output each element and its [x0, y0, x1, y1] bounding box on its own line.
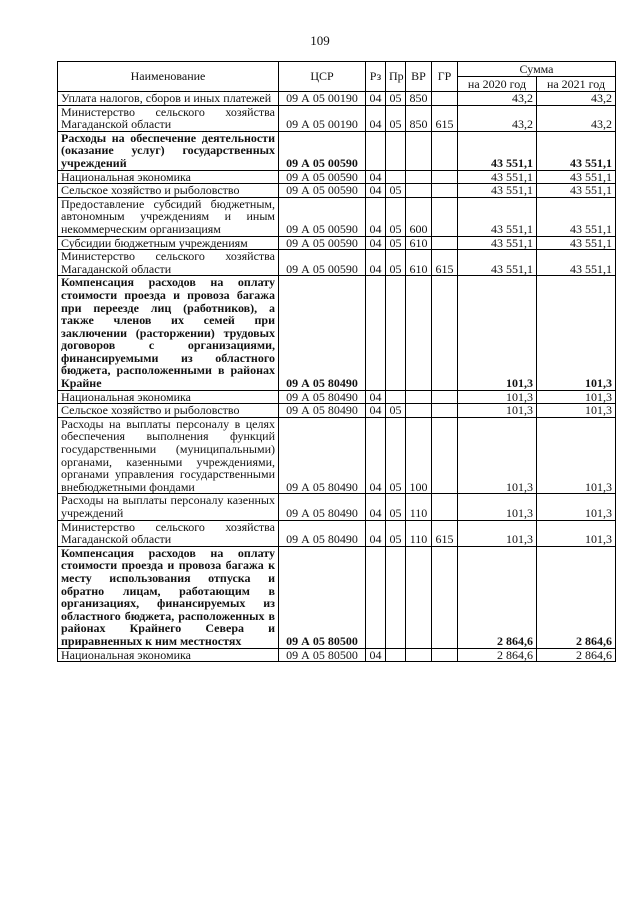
- row-rz: [366, 276, 386, 390]
- row-rz: [366, 546, 386, 648]
- row-rz: [366, 131, 386, 170]
- row-rz: 04: [366, 390, 386, 404]
- row-vr: 100: [406, 417, 432, 494]
- row-name: Расходы на обеспечение деятельности (оказание услуг) государственных учреждений: [58, 131, 279, 170]
- row-vr: [406, 170, 432, 184]
- budget-table: [57, 61, 616, 662]
- row-csr: 09 А 05 80490: [279, 417, 366, 494]
- table-row: [58, 184, 616, 198]
- row-pr: 05: [386, 236, 406, 250]
- table-row: [58, 197, 616, 236]
- row-sum-2021: 101,3: [537, 520, 616, 546]
- row-name: Уплата налогов, сборов и иных платежей: [58, 92, 279, 106]
- table-row: [58, 250, 616, 276]
- row-vr: 110: [406, 520, 432, 546]
- row-pr: [386, 546, 406, 648]
- row-name: Министерство сельского хозяйства Магаданской области: [58, 520, 279, 546]
- row-pr: 05: [386, 520, 406, 546]
- row-csr: 09 А 05 80490: [279, 494, 366, 520]
- row-name: Субсидии бюджетным учреждениям: [58, 236, 279, 250]
- row-gr: [432, 276, 458, 390]
- row-gr: [432, 417, 458, 494]
- row-sum-2020: 101,3: [458, 404, 537, 418]
- row-sum-2020: 43 551,1: [458, 131, 537, 170]
- row-vr: [406, 390, 432, 404]
- row-name: Компенсация расходов на оплату стоимости проезда и провоза багажа к месту использования отпуска и обратно лицам, работающим в организациях, финансируемых из областного бюджета, расположенных в районах Крайнего Севера и приравненных к ним местностях: [58, 546, 279, 648]
- row-sum-2021: 2 864,6: [537, 648, 616, 662]
- table-row: [58, 170, 616, 184]
- row-vr: 600: [406, 197, 432, 236]
- row-sum-2021: 43 551,1: [537, 170, 616, 184]
- row-sum-2020: 101,3: [458, 390, 537, 404]
- row-csr: 09 А 05 00590: [279, 250, 366, 276]
- row-sum-2020: 101,3: [458, 494, 537, 520]
- row-gr: [432, 494, 458, 520]
- row-csr: 09 А 05 80490: [279, 404, 366, 418]
- row-pr: [386, 390, 406, 404]
- row-name: Предоставление субсидий бюджетным, автономным учреждениям и иным некоммерческим организациям: [58, 197, 279, 236]
- row-name: Сельское хозяйство и рыболовство: [58, 404, 279, 418]
- row-gr: [432, 648, 458, 662]
- row-vr: [406, 404, 432, 418]
- row-pr: 05: [386, 184, 406, 198]
- row-sum-2021: 101,3: [537, 390, 616, 404]
- row-gr: [432, 404, 458, 418]
- row-name: Расходы на выплаты персоналу в целях обеспечения выполнения функций государственными (муниципальными) органами, казенными учреждениями, органами управления государственными внебюджетными фондами: [58, 417, 279, 494]
- row-pr: [386, 131, 406, 170]
- header-name: Наименование: [58, 62, 279, 92]
- page-number: 109: [310, 33, 330, 48]
- row-rz: 04: [366, 92, 386, 106]
- table-row: [58, 276, 616, 390]
- row-vr: 610: [406, 250, 432, 276]
- row-sum-2020: 43,2: [458, 92, 537, 106]
- row-sum-2020: 101,3: [458, 520, 537, 546]
- header-rz: Рз: [366, 62, 386, 92]
- row-sum-2020: 2 864,6: [458, 546, 537, 648]
- table-row: [58, 92, 616, 106]
- row-sum-2021: 101,3: [537, 417, 616, 494]
- row-rz: 04: [366, 250, 386, 276]
- row-pr: 05: [386, 197, 406, 236]
- row-sum-2020: 101,3: [458, 417, 537, 494]
- row-rz: 04: [366, 417, 386, 494]
- row-name: Национальная экономика: [58, 170, 279, 184]
- row-sum-2021: 2 864,6: [537, 546, 616, 648]
- row-rz: 04: [366, 648, 386, 662]
- row-csr: 09 А 05 00190: [279, 105, 366, 131]
- row-rz: 04: [366, 184, 386, 198]
- row-csr: 09 А 05 80500: [279, 648, 366, 662]
- row-pr: [386, 648, 406, 662]
- row-pr: 05: [386, 105, 406, 131]
- row-name: Национальная экономика: [58, 390, 279, 404]
- row-vr: [406, 648, 432, 662]
- row-vr: [406, 546, 432, 648]
- header-year-2020: на 2020 год: [458, 77, 537, 92]
- row-sum-2021: 43,2: [537, 105, 616, 131]
- row-pr: [386, 276, 406, 390]
- table-row: [58, 390, 616, 404]
- row-sum-2020: 43 551,1: [458, 170, 537, 184]
- header-csr: ЦСР: [279, 62, 366, 92]
- row-sum-2021: 43 551,1: [537, 250, 616, 276]
- row-sum-2020: 43 551,1: [458, 184, 537, 198]
- row-vr: [406, 276, 432, 390]
- row-gr: [432, 131, 458, 170]
- row-gr: [432, 184, 458, 198]
- table-row: [58, 236, 616, 250]
- row-gr: [432, 236, 458, 250]
- row-name: Национальная экономика: [58, 648, 279, 662]
- row-vr: [406, 131, 432, 170]
- row-gr: [432, 197, 458, 236]
- row-sum-2021: 101,3: [537, 494, 616, 520]
- table-row: [58, 404, 616, 418]
- row-sum-2021: 43 551,1: [537, 131, 616, 170]
- row-sum-2021: 43,2: [537, 92, 616, 106]
- table-row: [58, 546, 616, 648]
- row-name: Компенсация расходов на оплату стоимости проезда и провоза багажа при переезде лиц (работников), а также членов их семей при заключении (расторжении) трудовых договоров с организациями, финансируемыми из областного бюджета, расположенными в районах Крайне: [58, 276, 279, 390]
- row-vr: [406, 184, 432, 198]
- row-gr: [432, 546, 458, 648]
- row-pr: 05: [386, 494, 406, 520]
- row-name: Расходы на выплаты персоналу казенных учреждений: [58, 494, 279, 520]
- row-csr: 09 А 05 80490: [279, 520, 366, 546]
- row-gr: [432, 390, 458, 404]
- row-rz: 04: [366, 494, 386, 520]
- row-vr: 110: [406, 494, 432, 520]
- row-sum-2021: 101,3: [537, 404, 616, 418]
- row-rz: 04: [366, 520, 386, 546]
- row-name: Сельское хозяйство и рыболовство: [58, 184, 279, 198]
- row-rz: 04: [366, 197, 386, 236]
- row-csr: 09 А 05 80490: [279, 276, 366, 390]
- header-year-2021: на 2021 год: [537, 77, 616, 92]
- row-pr: 05: [386, 250, 406, 276]
- table-row: [58, 648, 616, 662]
- row-sum-2021: 43 551,1: [537, 184, 616, 198]
- row-sum-2021: 43 551,1: [537, 236, 616, 250]
- row-sum-2020: 43 551,1: [458, 197, 537, 236]
- row-pr: 05: [386, 92, 406, 106]
- header-row: [58, 62, 616, 77]
- row-rz: 04: [366, 105, 386, 131]
- table-row: [58, 494, 616, 520]
- row-sum-2021: 43 551,1: [537, 197, 616, 236]
- table-row: [58, 520, 616, 546]
- row-gr: 615: [432, 520, 458, 546]
- row-rz: 04: [366, 236, 386, 250]
- header-sum: Сумма: [458, 62, 616, 77]
- row-csr: 09 А 05 00590: [279, 197, 366, 236]
- row-pr: 05: [386, 404, 406, 418]
- row-sum-2021: 101,3: [537, 276, 616, 390]
- table-row: [58, 417, 616, 494]
- row-csr: 09 А 05 80490: [279, 390, 366, 404]
- row-csr: 09 А 05 00190: [279, 92, 366, 106]
- row-sum-2020: 2 864,6: [458, 648, 537, 662]
- row-sum-2020: 43 551,1: [458, 250, 537, 276]
- row-vr: 610: [406, 236, 432, 250]
- row-vr: 850: [406, 105, 432, 131]
- header-gr: ГР: [432, 62, 458, 92]
- row-gr: [432, 92, 458, 106]
- row-csr: 09 А 05 00590: [279, 131, 366, 170]
- header-vr: ВР: [406, 62, 432, 92]
- row-vr: 850: [406, 92, 432, 106]
- row-sum-2020: 101,3: [458, 276, 537, 390]
- row-name: Министерство сельского хозяйства Магаданской области: [58, 105, 279, 131]
- row-name: Министерство сельского хозяйства Магаданской области: [58, 250, 279, 276]
- row-pr: [386, 170, 406, 184]
- row-pr: 05: [386, 417, 406, 494]
- row-rz: 04: [366, 404, 386, 418]
- table-row: [58, 105, 616, 131]
- row-sum-2020: 43 551,1: [458, 236, 537, 250]
- row-csr: 09 А 05 00590: [279, 236, 366, 250]
- header-pr: Пр: [386, 62, 406, 92]
- row-csr: 09 А 05 00590: [279, 184, 366, 198]
- row-csr: 09 А 05 80500: [279, 546, 366, 648]
- row-gr: 615: [432, 105, 458, 131]
- row-gr: [432, 170, 458, 184]
- row-sum-2020: 43,2: [458, 105, 537, 131]
- row-gr: 615: [432, 250, 458, 276]
- table-row: [58, 131, 616, 170]
- row-rz: 04: [366, 170, 386, 184]
- row-csr: 09 А 05 00590: [279, 170, 366, 184]
